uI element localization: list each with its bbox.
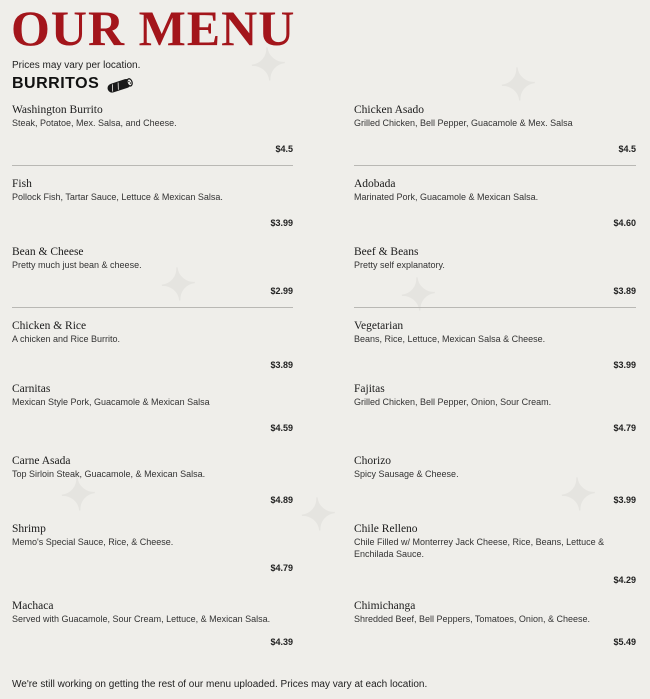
menu-item xyxy=(354,104,636,154)
burrito-icon xyxy=(105,77,135,91)
watermark-star-icon xyxy=(298,488,339,542)
menu-item xyxy=(354,320,636,370)
menu-item xyxy=(354,383,636,433)
section-title: BURRITOS xyxy=(12,75,100,92)
menu-item-price: $4.79 xyxy=(270,563,293,573)
menu-item-description: Served with Guacamole, Sour Cream, Lettuce, & Mexican Salsa. xyxy=(12,614,271,624)
menu-item-description: Memo's Special Sauce, Rice, & Cheese. xyxy=(12,537,174,547)
menu-item xyxy=(12,383,293,433)
menu-item xyxy=(12,320,293,370)
menu-divider xyxy=(354,307,636,308)
menu-item-name: Carne Asada xyxy=(12,455,71,467)
menu-divider xyxy=(12,165,293,166)
menu-item-description: Marinated Pork, Guacamole & Mexican Salsa. xyxy=(354,192,539,202)
menu-item-price: $3.89 xyxy=(613,286,636,296)
menu-item-price: $4.59 xyxy=(270,423,293,433)
menu-item-price: $2.99 xyxy=(270,286,293,296)
menu-item xyxy=(12,104,293,154)
menu-item-description: Steak, Potatoe, Mex. Salsa, and Cheese. xyxy=(12,118,177,128)
menu-item-name: Chicken Asado xyxy=(354,104,424,116)
menu-item-price: $3.99 xyxy=(270,218,293,228)
menu-item-description: Top Sirloin Steak, Guacamole, & Mexican Salsa. xyxy=(12,469,206,479)
menu-item-name: Machaca xyxy=(12,600,54,612)
menu-item-name: Chicken & Rice xyxy=(12,320,87,332)
page-title: OUR MENU xyxy=(11,0,296,56)
menu-item-name: Carnitas xyxy=(12,383,51,395)
menu-item xyxy=(12,455,293,505)
menu-item-description: Pretty much just bean & cheese. xyxy=(12,260,142,270)
price-note: Prices may vary per location. xyxy=(12,60,141,71)
menu-divider xyxy=(354,165,636,166)
menu-item-price: $4.60 xyxy=(613,218,636,228)
menu-item-description: Mexican Style Pork, Guacamole & Mexican Salsa xyxy=(12,397,210,407)
watermark-star-icon xyxy=(398,268,439,322)
menu-item xyxy=(12,600,293,647)
menu-item-price: $4.5 xyxy=(275,144,293,154)
menu-divider xyxy=(12,307,293,308)
menu-item-name: Beef & Beans xyxy=(354,246,419,258)
menu-item xyxy=(12,523,293,573)
menu-item xyxy=(354,246,636,296)
menu-item xyxy=(354,600,636,647)
menu-item-name: Adobada xyxy=(354,178,396,190)
menu-item-price: $4.5 xyxy=(618,144,636,154)
menu-item-description: Spicy Sausage & Cheese. xyxy=(354,469,459,479)
menu-item xyxy=(354,523,636,585)
menu-item-price: $4.79 xyxy=(613,423,636,433)
menu-item-name: Shrimp xyxy=(12,523,46,535)
menu-item-name: Chorizo xyxy=(354,455,392,467)
menu-item xyxy=(354,455,636,505)
menu-item-price: $3.99 xyxy=(613,360,636,370)
menu-item-name: Vegetarian xyxy=(354,320,404,332)
menu-item-price: $5.49 xyxy=(613,637,636,647)
menu-item-price: $4.29 xyxy=(613,575,636,585)
menu-item-description: Grilled Chicken, Bell Pepper, Onion, Sour Cream. xyxy=(354,397,552,407)
section-heading xyxy=(12,75,135,93)
menu-item-price: $3.99 xyxy=(613,495,636,505)
menu-item-description: Chile Filled w/ Monterrey Jack Cheese, Rice, Beans, Lettuce & Enchilada Sauce. xyxy=(354,537,605,559)
menu-item-description: Shredded Beef, Bell Peppers, Tomatoes, Onion, & Cheese. xyxy=(354,614,590,624)
menu-item-description: Pretty self explanatory. xyxy=(354,260,445,270)
menu-item-price: $4.39 xyxy=(270,637,293,647)
menu-item-description: Beans, Rice, Lettuce, Mexican Salsa & Cheese. xyxy=(354,334,546,344)
menu-item-description: Pollock Fish, Tartar Sauce, Lettuce & Mexican Salsa. xyxy=(12,192,223,202)
menu-item-name: Washington Burrito xyxy=(12,104,103,116)
footer-note: We're still working on getting the rest of our menu uploaded. Prices may vary at each location. xyxy=(12,679,428,690)
menu-item-description: A chicken and Rice Burrito. xyxy=(12,334,121,344)
menu-item xyxy=(12,178,293,228)
menu-item xyxy=(354,178,636,228)
menu-item-name: Fish xyxy=(12,178,32,190)
menu-item-price: $4.89 xyxy=(270,495,293,505)
menu-item-name: Bean & Cheese xyxy=(12,246,84,258)
menu-item-name: Fajitas xyxy=(354,383,385,395)
menu-item-name: Chimichanga xyxy=(354,600,416,612)
menu-item-price: $3.89 xyxy=(270,360,293,370)
menu-item-name: Chile Relleno xyxy=(354,523,418,535)
menu-item xyxy=(12,246,293,296)
menu-item-description: Grilled Chicken, Bell Pepper, Guacamole & Mex. Salsa xyxy=(354,118,573,128)
